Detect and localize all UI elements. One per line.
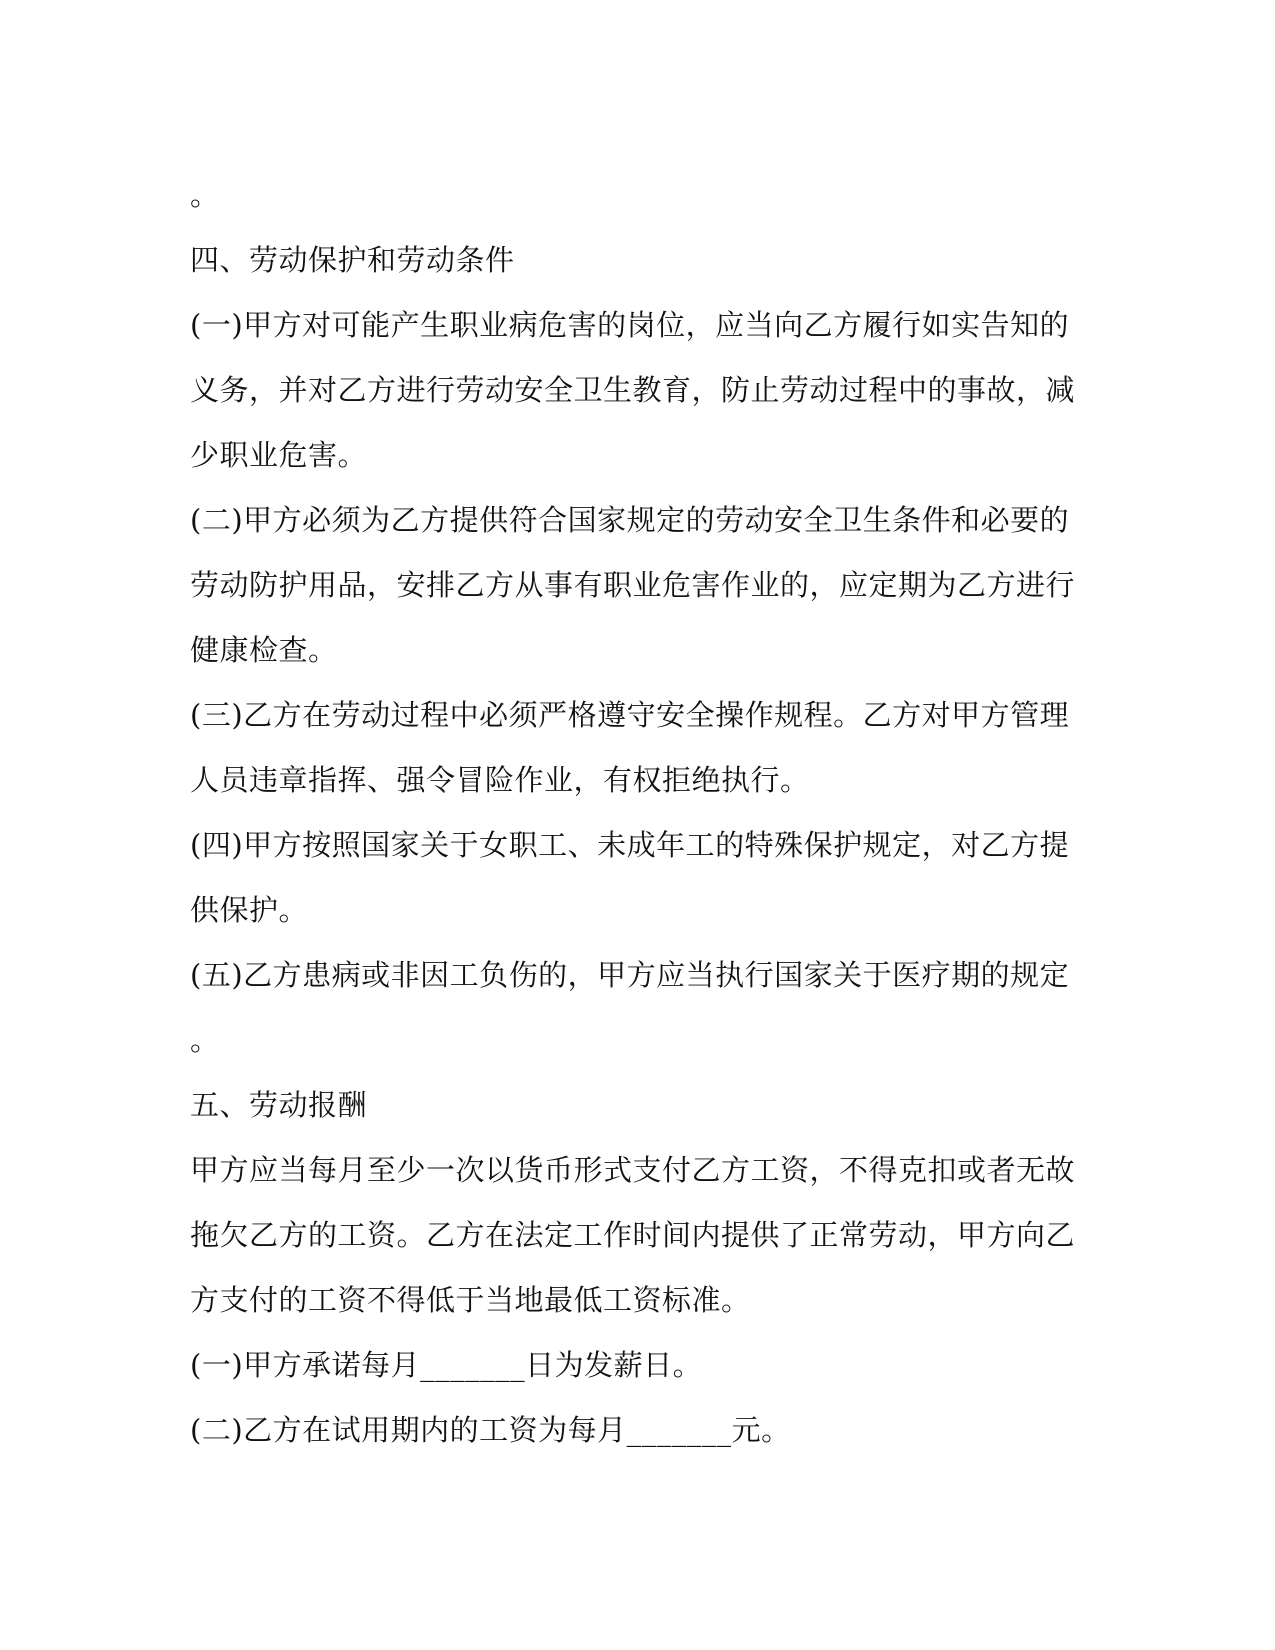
document-body bbox=[190, 163, 1076, 1463]
text-line: 甲方应当每月至少一次以货币形式支付乙方工资，不得克扣或者无故 bbox=[190, 1153, 1076, 1187]
text-line: 。 bbox=[190, 1023, 220, 1057]
text-line: 。 bbox=[190, 178, 220, 212]
section-heading: 五、劳动报酬 bbox=[190, 1088, 368, 1122]
text-line: (一)甲方对可能产生职业病危害的岗位，应当向乙方履行如实告知的 bbox=[190, 308, 1070, 342]
text-line: (四)甲方按照国家关于女职工、未成年工的特殊保护规定，对乙方提 bbox=[190, 828, 1070, 862]
text-line: 少职业危害。 bbox=[190, 438, 368, 472]
text-line: 方支付的工资不得低于当地最低工资标准。 bbox=[190, 1283, 751, 1317]
text-line: 劳动防护用品，安排乙方从事有职业危害作业的，应定期为乙方进行 bbox=[190, 568, 1076, 602]
text-line: 健康检查。 bbox=[190, 633, 338, 667]
text-line: (二)乙方在试用期内的工资为每月_______元。 bbox=[190, 1413, 791, 1447]
text-line: (二)甲方必须为乙方提供符合国家规定的劳动安全卫生条件和必要的 bbox=[190, 503, 1070, 537]
section-heading: 四、劳动保护和劳动条件 bbox=[190, 243, 515, 277]
text-line: 供保护。 bbox=[190, 893, 309, 927]
text-line: 人员违章指挥、强令冒险作业，有权拒绝执行。 bbox=[190, 763, 810, 797]
text-line: 拖欠乙方的工资。乙方在法定工作时间内提供了正常劳动，甲方向乙 bbox=[190, 1218, 1076, 1252]
text-line: 义务，并对乙方进行劳动安全卫生教育，防止劳动过程中的事故，减 bbox=[190, 373, 1076, 407]
text-line: (五)乙方患病或非因工负伤的，甲方应当执行国家关于医疗期的规定 bbox=[190, 958, 1070, 992]
text-line: (一)甲方承诺每月_______日为发薪日。 bbox=[190, 1348, 703, 1382]
text-line: (三)乙方在劳动过程中必须严格遵守安全操作规程。乙方对甲方管理 bbox=[190, 698, 1070, 732]
